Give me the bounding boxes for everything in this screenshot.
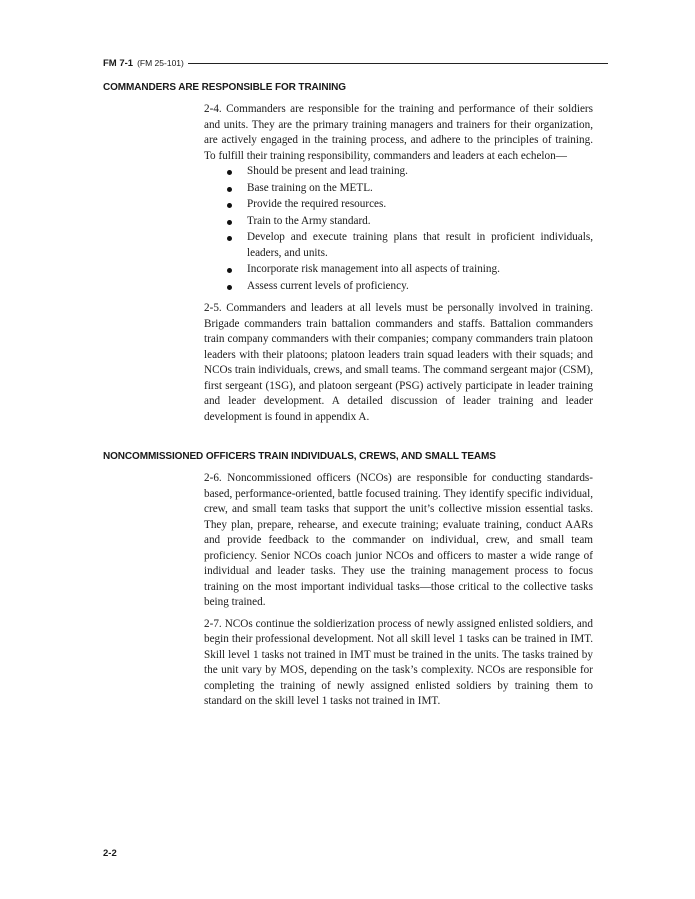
header-rule xyxy=(188,63,608,64)
list-item xyxy=(204,230,593,261)
list-item xyxy=(204,164,593,180)
section-heading-ncos: NONCOMMISSIONED OFFICERS TRAIN INDIVIDUALS, CREWS, AND SMALL TEAMS xyxy=(103,451,496,462)
section-body-commanders xyxy=(204,102,593,425)
bullet-icon xyxy=(227,187,232,192)
bullet-icon xyxy=(227,236,232,241)
paragraph-2-7: 2-7. NCOs continue the soldierization process of newly assigned enlisted soldiers, and begin their professional development. Not all skill level 1 tasks can be trained in IMT. Skill level 1 tasks not trained in IMT must be trained in the units. The tasks trained by the unit vary by MOS, depending on the task’s complexity. NCOs are responsible for completing the training of newly assigned enlisted soldiers by training them to standard on the skill level 1 tasks not trained in IMT. xyxy=(204,617,593,707)
bullet-icon xyxy=(227,203,232,208)
list-item-text: Train to the Army standard. xyxy=(247,214,371,227)
list-item-text: Develop and execute training plans that result in proficient individuals, leaders, and units. xyxy=(247,231,593,259)
list-item xyxy=(204,181,593,197)
superseded-manual: (FM 25-101) xyxy=(137,58,184,68)
list-item-text: Incorporate risk management into all aspects of training. xyxy=(247,263,500,275)
page-number: 2-2 xyxy=(103,848,117,859)
list-item xyxy=(204,262,593,278)
paragraph-2-6: 2-6. Noncommissioned officers (NCOs) are responsible for conducting standards-based, performance-oriented, battle focused training. They identify specific individual, crew, and small team tasks that support the unit’s collective mission essential tasks. They plan, prepare, rehearse, and execute training; evaluate training, conduct AARs and provide feedback to the commander on individual, crew, and small team proficiency. Senior NCOs coach junior NCOs and officers to master a wide range of individual and leader tasks. They use the training management process to focus training on the most important individual tasks—those critical to the collective tasks being trained. xyxy=(204,472,593,608)
paragraph-2-5: 2-5. Commanders and leaders at all levels must be personally involved in training. Brigade commanders train battalion commanders and staffs. Battalion commanders train company commanders with their companies; company commanders train platoon leaders with their platoons; platoon leaders train squad leaders with their squads; and NCOs train individuals, crews, and small teams. The command sergeant major (CSM), first sergeant (1SG), and platoon sergeant (PSG) actively participate in leader training and leader development. A detailed discussion of leader training and leader development is found in appendix A. xyxy=(204,302,593,423)
list-item-text: Should be present and lead training. xyxy=(247,165,408,177)
list-item xyxy=(204,214,593,230)
paragraph-2-4: 2-4. Commanders are responsible for the training and performance of their soldiers and units. They are the primary training managers and trainers for their organization, are actively engaged in the training process, and adhere to the principles of training. To fulfill their training responsibility, commanders and leaders at each echelon— xyxy=(204,103,593,162)
list-item xyxy=(204,279,593,295)
section-body-ncos xyxy=(204,471,593,710)
list-item-text: Assess current levels of proficiency. xyxy=(247,279,409,292)
bullet-icon xyxy=(227,268,232,273)
list-item-text: Base training on the METL. xyxy=(247,181,373,194)
responsibilities-list xyxy=(204,164,593,294)
running-header xyxy=(103,56,608,70)
list-item-text: Provide the required resources. xyxy=(247,198,387,210)
bullet-icon xyxy=(227,285,232,290)
section-heading-commanders: COMMANDERS ARE RESPONSIBLE FOR TRAINING xyxy=(103,82,346,93)
bullet-icon xyxy=(227,220,232,225)
list-item xyxy=(204,197,593,213)
bullet-icon xyxy=(227,170,232,175)
manual-number: FM 7-1 xyxy=(103,57,134,69)
